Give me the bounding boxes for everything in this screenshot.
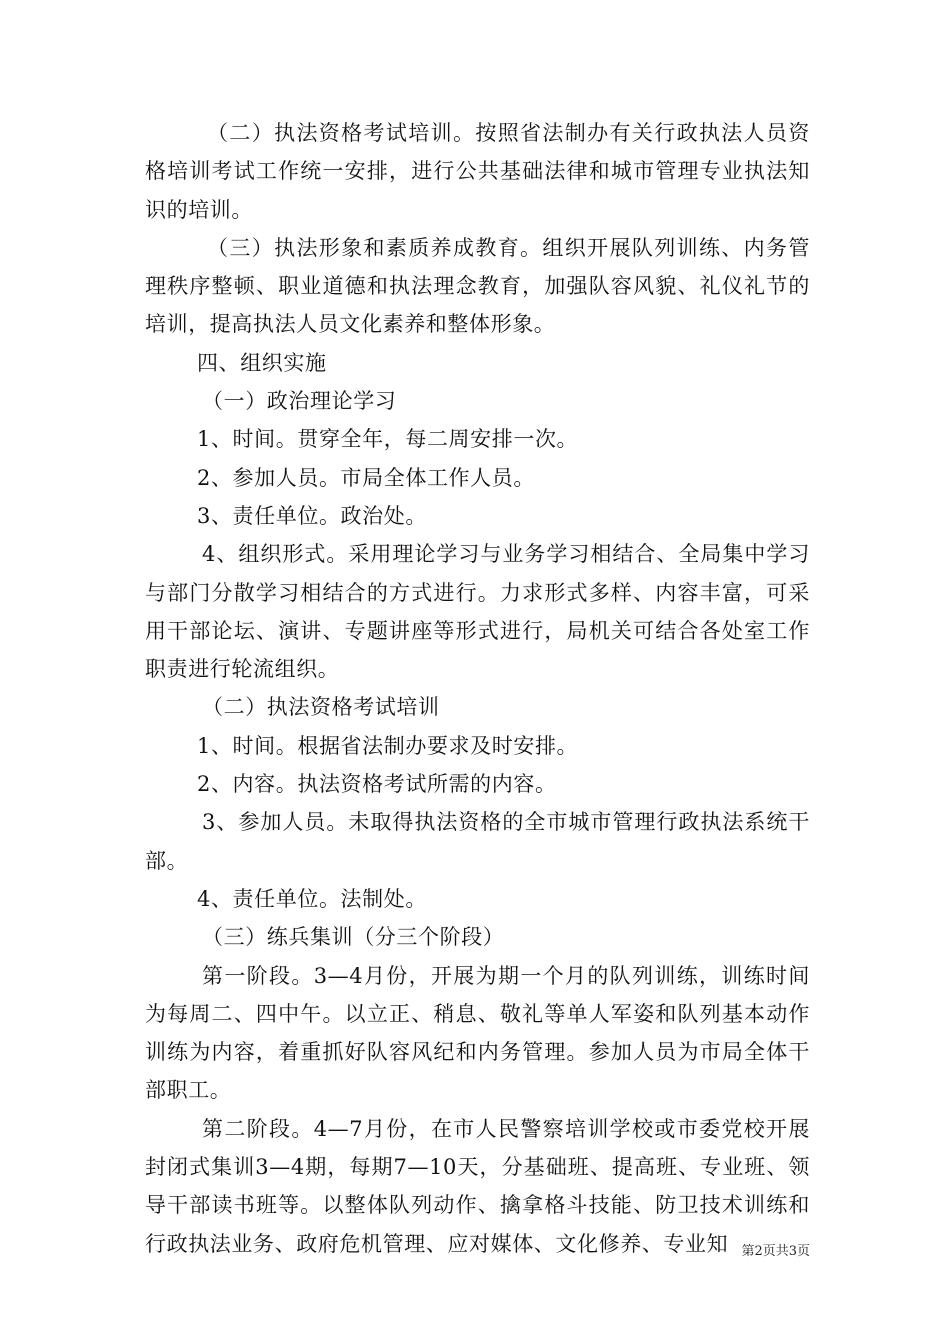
list-item-time: 1、时间。贯穿全年，每二周安排一次。 xyxy=(197,427,579,452)
paragraph-image-education: （三）执法形象和素质养成教育。组织开展队列训练、内务管理秩序整顿、职业道德和执法理念教育，加强队容风貌、礼仪礼节的培训，提高执法人员文化素养和整体形象。 xyxy=(145,235,810,337)
list-item-responsible-unit: 3、责任单位。政治处。 xyxy=(197,503,427,528)
list-item-responsible-unit: 4、责任单位。法制处。 xyxy=(197,886,427,911)
page-number: 第2页共3页 xyxy=(741,1244,810,1259)
list-item-participants: 2、参加人员。市局全体工作人员。 xyxy=(197,465,535,490)
subsection-heading-qualification-training: （二）执法资格考试培训 xyxy=(202,695,440,720)
list-item-participants: 3、参加人员。未取得执法资格的全市城市管理行政执法系统干部。 xyxy=(145,810,810,873)
list-item-time: 1、时间。根据省法制办要求及时安排。 xyxy=(197,733,579,758)
subsection-heading-drill-training: （三）练兵集训（分三个阶段） xyxy=(202,925,505,950)
list-item-content: 2、内容。执法资格考试所需的内容。 xyxy=(197,772,557,797)
paragraph-qualification-training: （二）执法资格考试培训。按照省法制办有关行政执法人员资格培训考试工作统一安排，进行公共基础法律和城市管理专业执法知识的培训。 xyxy=(145,121,810,222)
paragraph-stage-one: 第一阶段。3—4月份，开展为期一个月的队列训练，训练时间为每周二、四中午。以立正、稍息、敬礼等单人军姿和队列基本动作训练为内容，着重抓好队容风纪和内务管理。参加人员为市局全体干部职工。 xyxy=(145,963,810,1103)
section-heading-implementation: 四、组织实施 xyxy=(197,350,327,375)
list-item-organization-form: 4、组织形式。采用理论学习与业务学习相结合、全局集中学习与部门分散学习相结合的方式进行。力求形式多样、内容丰富，可采用干部论坛、演讲、专题讲座等形式进行，局机关可结合各处室工作职责进行轮流组织。 xyxy=(145,542,810,682)
document-body xyxy=(145,114,810,1263)
subsection-heading-political-study: （一）政治理论学习 xyxy=(202,389,397,414)
paragraph-stage-two: 第二阶段。4—7月份，在市人民警察培训学校或市委党校开展封闭式集训3—4期，每期7—10天，分基础班、提高班、专业班、领导干部读书班等。以整体队列动作、擒拿格斗技能、防卫技术训练和行政执法业务、政府危机管理、应对媒体、文化修养、专业知 xyxy=(145,1116,810,1256)
